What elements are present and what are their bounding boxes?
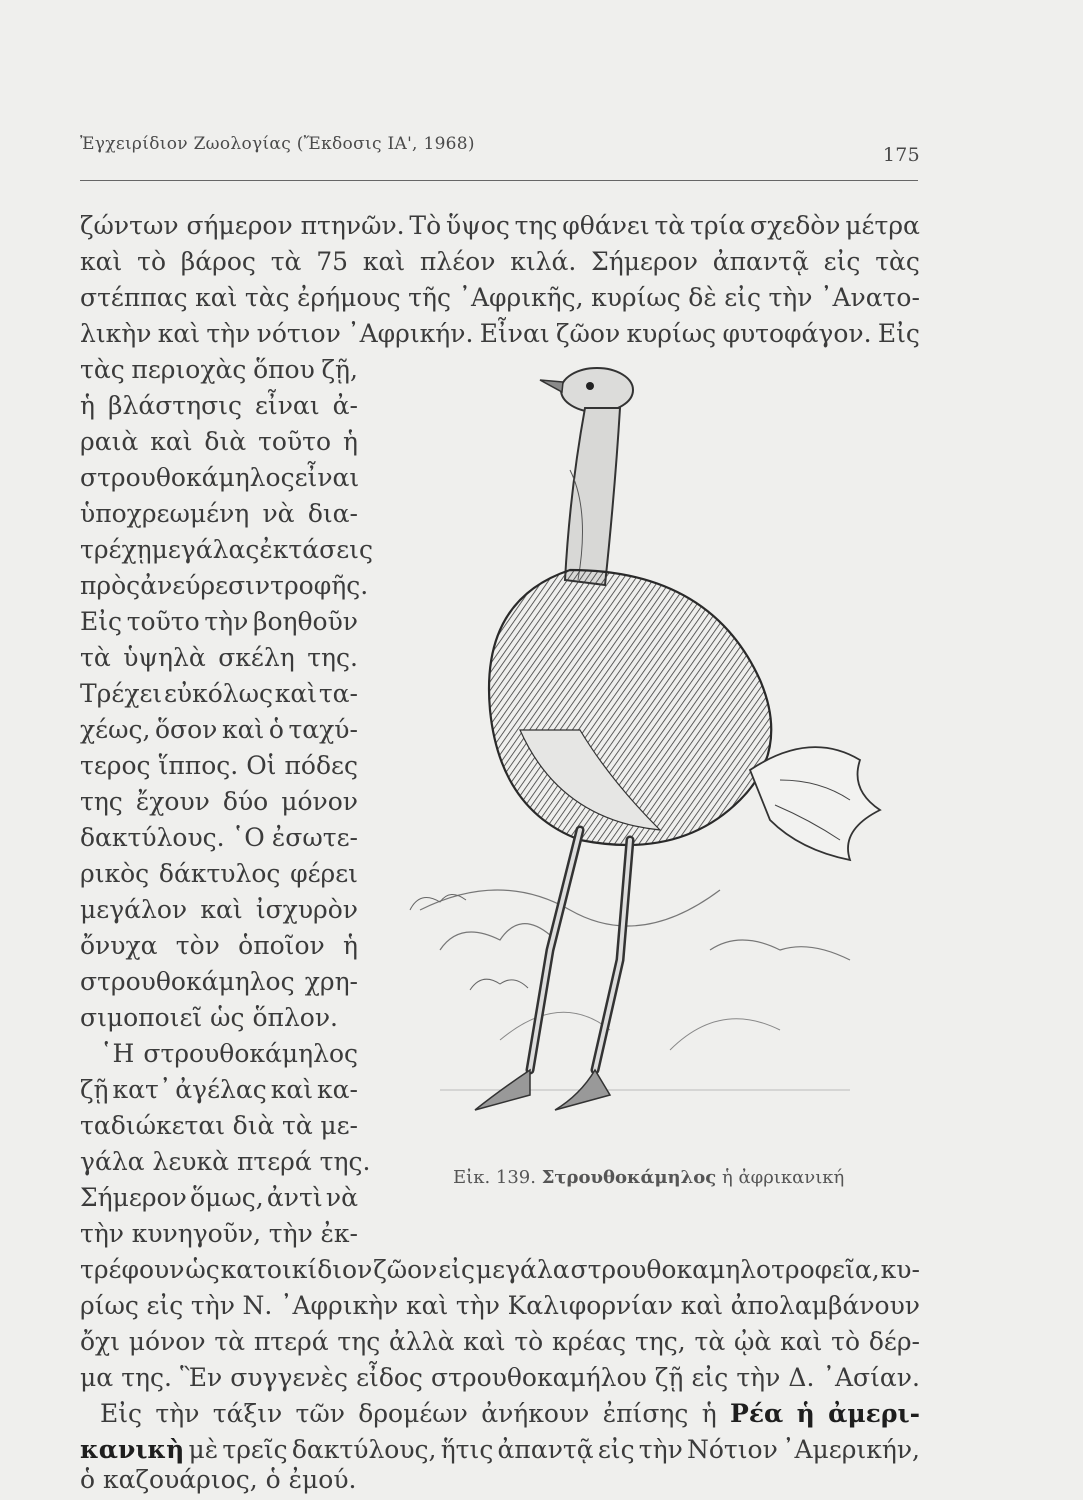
ostrich-illustration bbox=[380, 350, 900, 1140]
text-line: καὶ τὸ βάρος τὰ 75 καὶ πλέον κιλά. Σήμερον ἀπαντᾷ εἰς τὰς bbox=[80, 247, 920, 276]
caption-label: Εἰκ. 139. bbox=[453, 1167, 536, 1188]
running-header bbox=[80, 134, 920, 166]
text-line: ὁ καζουάριος, ὁ ἐμού. bbox=[80, 1465, 357, 1494]
text-line: τερος ἵππος. Οἱ πόδες bbox=[80, 751, 358, 780]
text-line: Εἰς τοῦτο τὴν βοηθοῦν bbox=[80, 607, 358, 636]
text-line: δακτύλους. ῾Ο ἐσωτε- bbox=[80, 823, 358, 852]
text-line: μεγάλον καὶ ἰσχυρὸν bbox=[80, 895, 358, 924]
text-line: τρέχῃ μεγάλας ἐκτάσεις bbox=[80, 535, 373, 564]
caption-title: Στρουθοκάμηλος bbox=[541, 1167, 717, 1188]
text-line: μα της. Ἓν συγγενὲς εἶδος στρουθοκαμήλου ζῇ εἰς τὴν Δ. ᾿Ασίαν. bbox=[80, 1363, 920, 1392]
text-line: τὰς περιοχὰς ὅπου ζῇ, bbox=[80, 355, 358, 384]
running-title: Ἐγχειρίδιον Ζωολογίας (Ἔκδοσις ΙΑ', 1968) bbox=[80, 134, 475, 154]
header-rule bbox=[80, 180, 918, 181]
text-line: της ἔχουν δύο μόνον bbox=[80, 787, 358, 816]
text-line: κανικὴ μὲ τρεῖς δακτύλους, ἥτις ἀπαντᾷ εἰς τὴν Νότιον ᾿Αμερικήν, bbox=[80, 1435, 920, 1464]
text-line: γάλα λευκὰ πτερά της. bbox=[80, 1147, 371, 1176]
text-line: Εἰς τὴν τάξιν τῶν δρομέων ἀνήκουν ἐπίσης ἡ Ρέα ἡ ἀμερι- bbox=[100, 1399, 920, 1428]
text-line: τρέφουν ὡς κατοικίδιον ζῶον εἰς μεγάλα στρουθοκαμηλοτροφεῖα, κυ- bbox=[80, 1255, 920, 1284]
text-line: στρουθοκάμηλος εἶναι bbox=[80, 463, 360, 492]
text-line: σιμοποιεῖ ὡς ὅπλον. bbox=[80, 1003, 339, 1032]
text-line: ρίως εἰς τὴν Ν. ᾿Αφρικὴν καὶ τὴν Καλιφορνίαν καὶ ἀπολαμβάνουν bbox=[80, 1291, 920, 1320]
text-line: ὄχι μόνον τὰ πτερά της ἀλλὰ καὶ τὸ κρέας της, τὰ ᾠὰ καὶ τὸ δέρ- bbox=[80, 1327, 920, 1356]
text-line: ζῇ κατ᾿ ἀγέλας καὶ κα- bbox=[80, 1075, 358, 1104]
text-line: πρὸς ἀνεύρεσιν τροφῆς. bbox=[80, 571, 369, 600]
text-line: Τρέχει εὐκόλως καὶ τα- bbox=[80, 679, 358, 708]
page-number: 175 bbox=[882, 144, 920, 166]
text-line: τὴν κυνηγοῦν, τὴν ἐκ- bbox=[80, 1219, 358, 1248]
text-line: ὄνυχα τὸν ὁποῖον ἡ bbox=[80, 931, 358, 960]
text-line: ῾Η στρουθοκάμηλος bbox=[100, 1039, 358, 1068]
text-line: ἡ βλάστησις εἶναι ἀ- bbox=[80, 391, 358, 420]
text-line: Σήμερον ὅμως, ἀντὶ νὰ bbox=[80, 1183, 358, 1212]
text-line: ζώντων σήμερον πτηνῶν. Τὸ ὕψος της φθάνει τὰ τρία σχεδὸν μέτρα bbox=[80, 211, 920, 240]
text-line: ὑποχρεωμένη νὰ δια- bbox=[80, 499, 358, 528]
text-line: τὰ ὑψηλὰ σκέλη της. bbox=[80, 643, 358, 672]
text-line: ραιὰ καὶ διὰ τοῦτο ἡ bbox=[80, 427, 358, 456]
figure-caption bbox=[453, 1167, 844, 1188]
text-line: χέως, ὅσον καὶ ὁ ταχύ- bbox=[80, 715, 358, 744]
text-line: ρικὸς δάκτυλος φέρει bbox=[80, 859, 358, 888]
text-line: ταδιώκεται διὰ τὰ με- bbox=[80, 1111, 358, 1140]
text-line: στέππας καὶ τὰς ἐρήμους τῆς ᾿Αφρικῆς, κυρίως δὲ εἰς τὴν ᾿Ανατο- bbox=[80, 283, 920, 312]
text-line: στρουθοκάμηλος χρη- bbox=[80, 967, 358, 996]
caption-rest: ἡ ἀφρικανική bbox=[721, 1167, 845, 1188]
ostrich-icon bbox=[380, 350, 900, 1140]
text-line: λικὴν καὶ τὴν νότιον ᾿Αφρικήν. Εἶναι ζῶον κυρίως φυτοφάγον. Εἰς bbox=[80, 319, 920, 348]
